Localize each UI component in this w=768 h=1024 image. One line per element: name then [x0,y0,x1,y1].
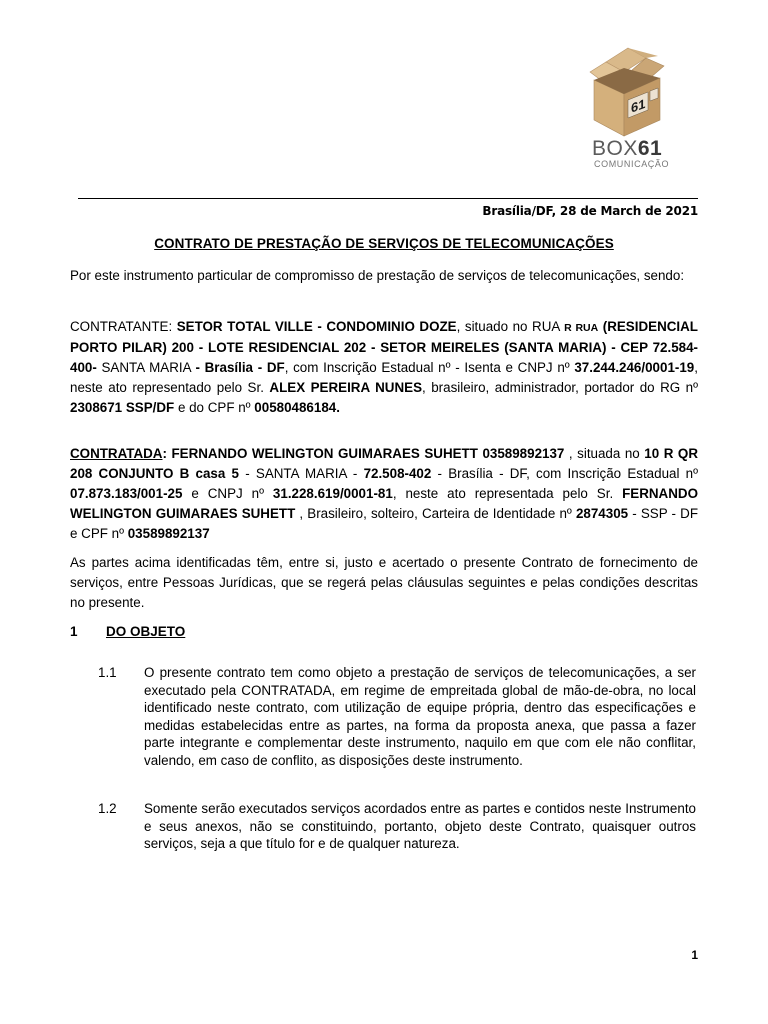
section-heading-objeto: 1 DO OBJETO [70,624,186,639]
date-line: Brasília/DF, 28 de March de 2021 [482,204,698,218]
logo-subtitle: COMUNICAÇÃO [594,159,670,169]
page-number: 1 [691,948,698,962]
header-rule [78,198,698,199]
company-logo [578,44,674,174]
agreement-paragraph: As partes acima identificadas têm, entre si, justo e acertado o presente Contrato de fornecimento de serviços, entre Pessoas Jurídicas, que se regerá pelas cláusulas seguintes e pelas condições descritas no presente. [70,555,698,610]
clause-number: 1.2 [98,801,117,816]
contratante-paragraph: CONTRATANTE: SETOR TOTAL VILLE - CONDOMINIO DOZE, situado no RUA R RUA (RESIDENCIAL PORTO PILAR) 200 - LOTE RESIDENCIAL 202 - SETOR MEIRELES (SANTA MARIA) - CEP 72.584-400- SANTA MARIA - Brasília - DF, com Inscrição Estadual nº - Isenta e CNPJ nº 37.244.246/0001-19, neste ato representado pelo Sr. ALEX PEREIRA NUNES, brasileiro, administrador, portador do RG nº 2308671 SSP/DF e do CPF nº 00580486184. [70,319,699,415]
clause-number: 1.1 [98,665,117,680]
contratada-paragraph: CONTRATADA: FERNANDO WELINGTON GUIMARAES SUHETT 03589892137 , situada no 10 R QR 208 CONJUNTO B casa 5 - SANTA MARIA - 72.508-402 - Brasília - DF, com Inscrição Estadual nº 07.873.183/001-25 e CNPJ nº 31.228.619/0001-81, neste ato representada pelo Sr. FERNANDO WELINGTON GUIMARAES SUHETT , Brasileiro, solteiro, Carteira de Identidade nº 2874305 - SSP - DF e CPF nº 03589892137 [70,446,699,541]
clause-text: O presente contrato tem como objeto a prestação de serviços de telecomunicações, a ser executado pela CONTRATADA, em regime de empreitada global de mão-de-obra, no local identificado neste contrato, com utilização de equipe própria, dentro das especificações e medidas estabelecidas entre as partes, na forma da proposta anexa, que passa a fazer parte integrante e complementar deste instrumento, naquilo em que com ele não conflitar, valendo, em caso de conflito, as disposições deste instrumento. [144,665,696,768]
document-title: CONTRATO DE PRESTAÇÃO DE SERVIÇOS DE TELECOMUNICAÇÕES [154,236,614,251]
box-logo-icon [584,44,668,138]
intro-paragraph: Por este instrumento particular de compromisso de prestação de serviços de telecomunicações, sendo: [70,268,685,283]
logo-wordmark: BOX61 [592,137,663,160]
box-number-text: 61 [631,96,646,116]
clause-text: Somente serão executados serviços acordados entre as partes e contidos neste Instrumento e seus anexos, não se constituindo, portanto, objeto deste Contrato, quaisquer outros serviços, seja a que título for e de qualquer natureza. [144,801,696,851]
